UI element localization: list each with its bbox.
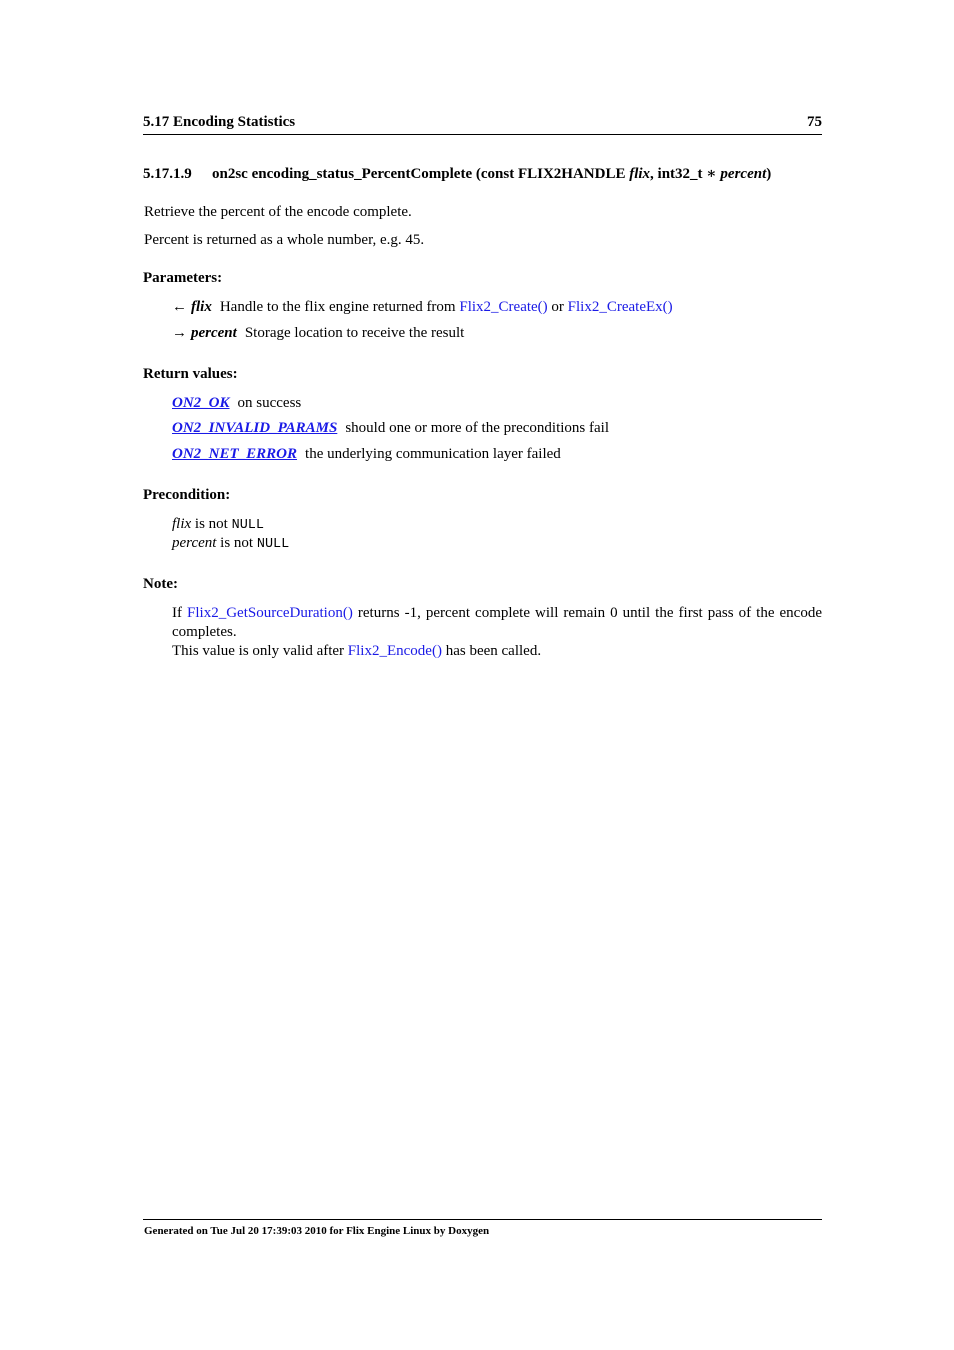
function-param-flix: flix <box>629 166 651 182</box>
parameters-title: Parameters: <box>143 270 223 286</box>
function-signature-middle: , int32_t ∗ <box>650 166 721 182</box>
precondition-var: percent <box>172 535 217 551</box>
on2-invalid-params-link[interactable]: ON2_INVALID_PARAMS <box>172 420 338 436</box>
retval-net-error <box>172 446 561 463</box>
note-text: This value is only valid after <box>172 643 348 659</box>
description-line: Percent is returned as a whole number, e.g. 45. <box>144 232 425 248</box>
parameter-percent <box>172 325 464 342</box>
param-desc: Storage location to receive the result <box>244 325 465 341</box>
parameter-flix <box>172 299 673 316</box>
page-number: 75 <box>807 114 822 130</box>
section-title-header: 5.17 Encoding Statistics <box>143 114 296 130</box>
note-line <box>172 604 822 642</box>
on2-net-error-link[interactable]: ON2_NET_ERROR <box>172 446 298 462</box>
function-signature-prefix: on2sc encoding_status_PercentComplete (const FLIX2HANDLE <box>212 166 630 182</box>
page-header <box>143 114 822 135</box>
precondition-item <box>172 535 289 552</box>
return-values-title: Return values: <box>143 366 238 382</box>
in-arrow-icon: ← <box>172 299 187 315</box>
flix2-createex-link[interactable]: Flix2_CreateEx() <box>567 299 673 315</box>
function-heading <box>143 164 833 183</box>
flix2-encode-link[interactable]: Flix2_Encode() <box>347 643 442 659</box>
function-number: 5.17.1.9 <box>143 166 192 182</box>
page-footer: Generated on Tue Jul 20 17:39:03 2010 for Flix Engine Linux by Doxygen <box>144 1225 490 1237</box>
flix2-create-link[interactable]: Flix2_Create() <box>459 299 548 315</box>
param-name: percent <box>191 325 237 341</box>
note-title: Note: <box>143 576 178 592</box>
retval-ok <box>172 395 301 412</box>
description-line: Retrieve the percent of the encode complete. <box>144 204 412 220</box>
param-name: flix <box>191 299 212 315</box>
precondition-var: flix <box>172 516 192 532</box>
retval-invalid-params <box>172 420 609 437</box>
precondition-item <box>172 516 264 533</box>
flix2-getsourceduration-link[interactable]: Flix2_GetSourceDuration() <box>187 605 353 621</box>
precondition-text: is not <box>191 516 232 532</box>
retval-desc: the underlying communication layer failed <box>305 446 561 462</box>
retval-desc: on success <box>237 395 302 411</box>
footer-rule <box>143 1219 822 1220</box>
on2-ok-link[interactable]: ON2_OK <box>172 395 230 411</box>
note-text: has been called. <box>441 643 542 659</box>
retval-desc: should one or more of the preconditions fail <box>345 420 609 436</box>
precondition-code: NULL <box>256 537 290 552</box>
note-text: If <box>172 605 188 621</box>
function-signature-suffix: ) <box>766 166 772 182</box>
precondition-text: is not <box>216 535 257 551</box>
note-body <box>172 604 822 661</box>
param-desc-mid: or <box>547 299 568 315</box>
note-text: returns -1, percent complete will remain 0 until the first pass of the encode completes. <box>172 605 822 640</box>
note-line <box>172 642 822 661</box>
param-desc: Handle to the flix engine returned from <box>219 299 460 315</box>
function-param-percent: percent <box>720 166 767 182</box>
precondition-title: Precondition: <box>143 487 231 503</box>
out-arrow-icon: → <box>172 325 187 341</box>
precondition-code: NULL <box>231 518 265 533</box>
